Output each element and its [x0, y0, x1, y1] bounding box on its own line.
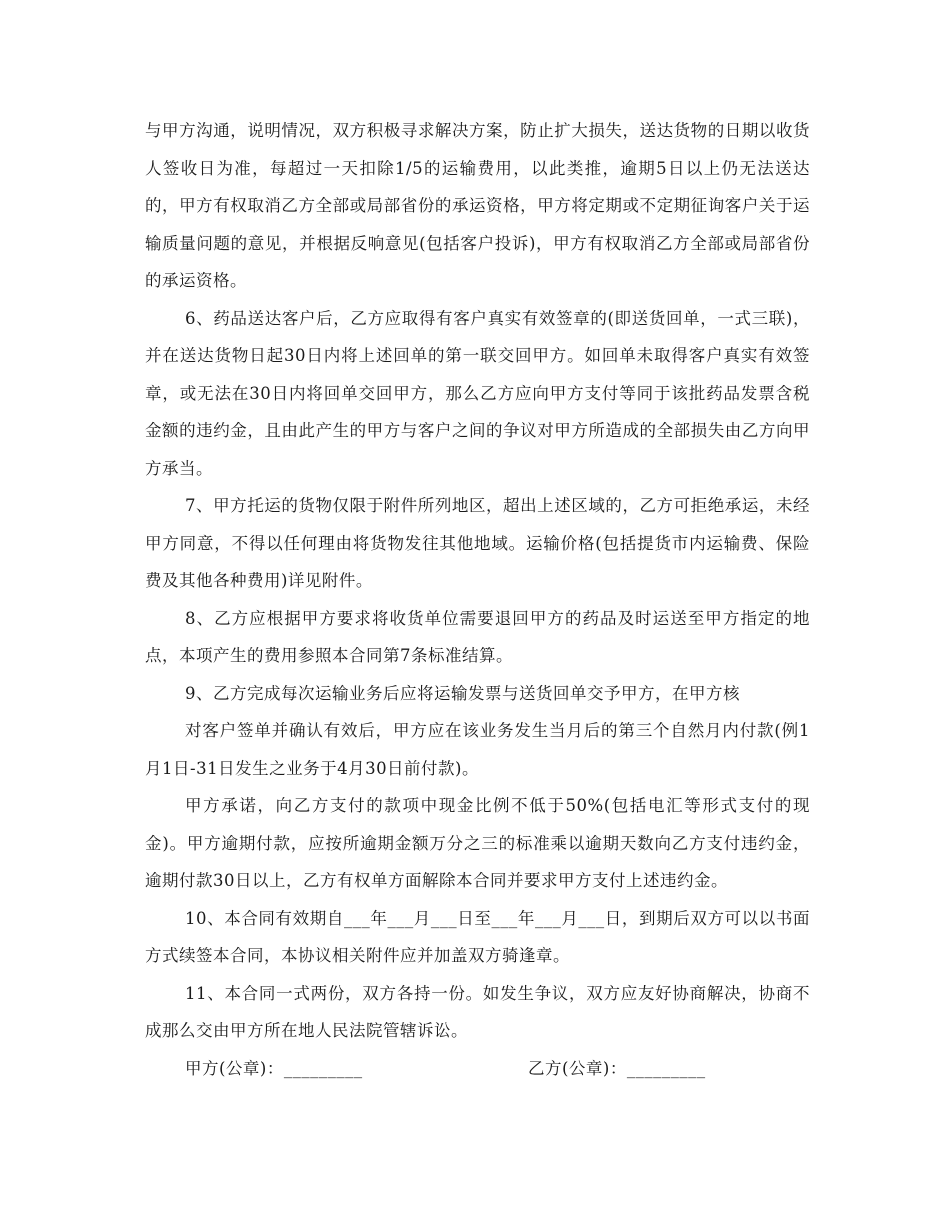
clause-6: 6、药品送达客户后，乙方应取得有客户真实有效签章的(即送货回单，一式三联)，并在送达货物日起30日内将上述回单的第一联交回甲方。如回单未取得客户真实有效签章，或无法在30日内将回单交回甲方，那么乙方应向甲方支付等同于该批药品发票含税金额的违约金，且由此产生的甲方与客户之间的争议对甲方所造成的全部损失由乙方向甲方承当。	[145, 308, 810, 478]
clause-11: 11、本合同一式两份，双方各持一份。如发生争议，双方应友好协商解决，协商不成那么交由甲方所在地人民法院管辖诉讼。	[145, 983, 810, 1040]
clause-9-continued: 对客户签单并确认有效后，甲方应在该业务发生当月后的第三个自然月内付款(例1月1日-31日发生之业务于4月30日前付款)。	[145, 721, 810, 778]
payment-promise: 甲方承诺，向乙方支付的款项中现金比例不低于50%(包括电汇等形式支付的现金)。甲方逾期付款，应按所逾期金额万分之三的标准乘以逾期天数向乙方支付违约金，逾期付款30日以上，乙方有权单方面解除本合同并要求甲方支付上述违约金。	[145, 796, 810, 890]
paragraph-continued: 与甲方沟通，说明情况，双方积极寻求解决方案，防止扩大损失，送达货物的日期以收货人签收日为准，每超过一天扣除1/5的运输费用，以此类推，逾期5日以上仍无法送达的，甲方有权取消乙方全部或局部省份的承运资格，甲方将定期或不定期征询客户关于运输质量问题的意见，并根据反响意见(包括客户投诉)，甲方有权取消乙方全部或局部省份的承运资格。	[145, 121, 810, 290]
signature-row	[145, 1050, 810, 1087]
party-a-signature: 甲方(公章)：_________	[185, 1058, 363, 1078]
contract-body	[145, 112, 810, 1087]
clause-10: 10、本合同有效期自___年___月___日至___年___月___日，到期后双方可以以书面方式续签本合同，本协议相关附件应并加盖双方骑逢章。	[145, 908, 810, 965]
clause-8: 8、乙方应根据甲方要求将收货单位需要退回甲方的药品及时运送至甲方指定的地点，本项产生的费用参照本合同第7条标准结算。	[145, 608, 810, 665]
clause-7: 7、甲方托运的货物仅限于附件所列地区，超出上述区域的，乙方可拒绝承运，未经甲方同意，不得以任何理由将货物发往其他地域。运输价格(包括提货市内运输费、保险费及其他各种费用)详见附件。	[145, 496, 810, 590]
clause-9: 9、乙方完成每次运输业务后应将运输发票与送货回单交予甲方，在甲方核	[185, 683, 740, 703]
party-b-signature: 乙方(公章)：_________	[528, 1058, 706, 1078]
